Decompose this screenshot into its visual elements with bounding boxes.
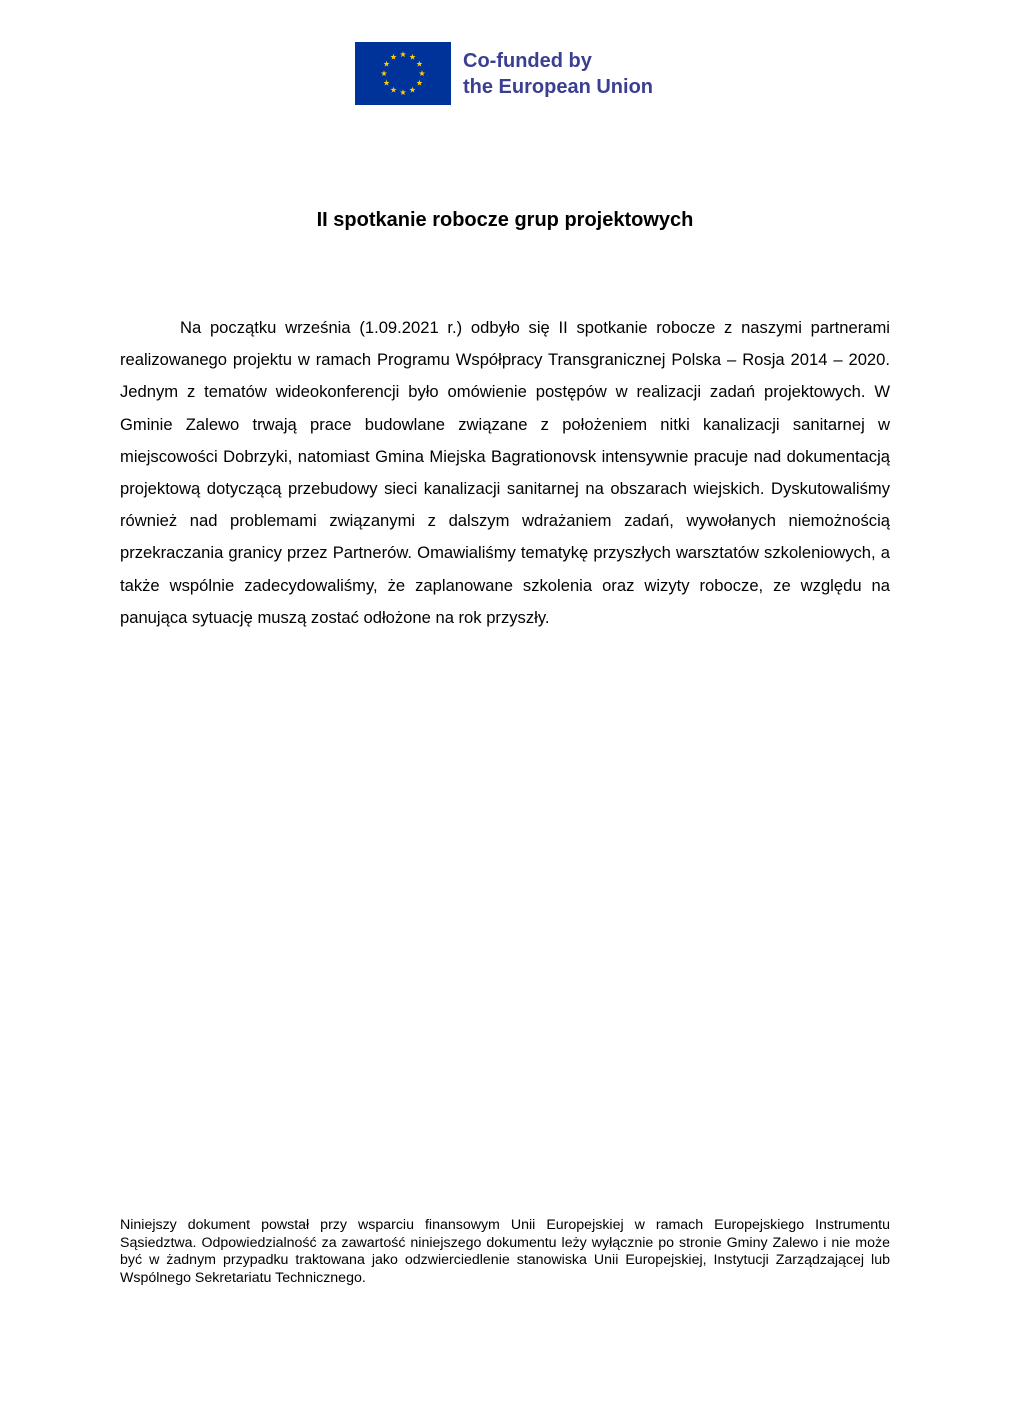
funding-disclaimer: Niniejszy dokument powstał przy wsparciu finansowym Unii Europejskiej w ramach Europejskiego Instrumentu Sąsiedztwa. Odpowiedzialność za zawartość niniejszego dokumentu leży wyłącznie po stronie Gminy Zalewo i nie może być w żadnym przypadku traktowana jako odzwierciedlenie stanowiska Unii Europejskiej, Instytucji Zarządzającej lub Wspólnego Sekretariatu Technicznego. [120,1217,890,1286]
logo-text [463,48,653,100]
logo-line-1: Co-funded by [463,49,592,72]
logo-line-2: the European Union [463,75,653,98]
eu-flag-icon [355,42,451,105]
eu-cofunded-logo [355,42,653,105]
document-title: II spotkanie robocze grup projektowych [316,209,694,231]
document-body-paragraph: Na początku września (1.09.2021 r.) odbyło się II spotkanie robocze z naszymi partnerami realizowanego projektu w ramach Programu Współpracy Transgranicznej Polska – Rosja 2014 – 2020. Jednym z tematów wideokonferencji było omówienie postępów w realizacji zadań projektowych. W Gminie Zalewo trwają prace budowlane związane z położeniem nitki kanalizacji sanitarnej w miejscowości Dobrzyki, natomiast Gmina Miejska Bagrationovsk intensywnie pracuje nad dokumentacją projektową dotyczącą przebudowy sieci kanalizacji sanitarnej na obszarach wiejskich. Dyskutowaliśmy również nad problemami związanymi z dalszym wdrażaniem zadań, wywołanych niemożnością przekraczania granicy przez Partnerów. Omawialiśmy tematykę przyszłych warsztatów szkoleniowych, a także wspólnie zadecydowaliśmy, że zaplanowane szkolenia oraz wizyty robocze, ze względu na panująca sytuację muszą zostać odłożone na rok przyszły. [120,318,890,627]
